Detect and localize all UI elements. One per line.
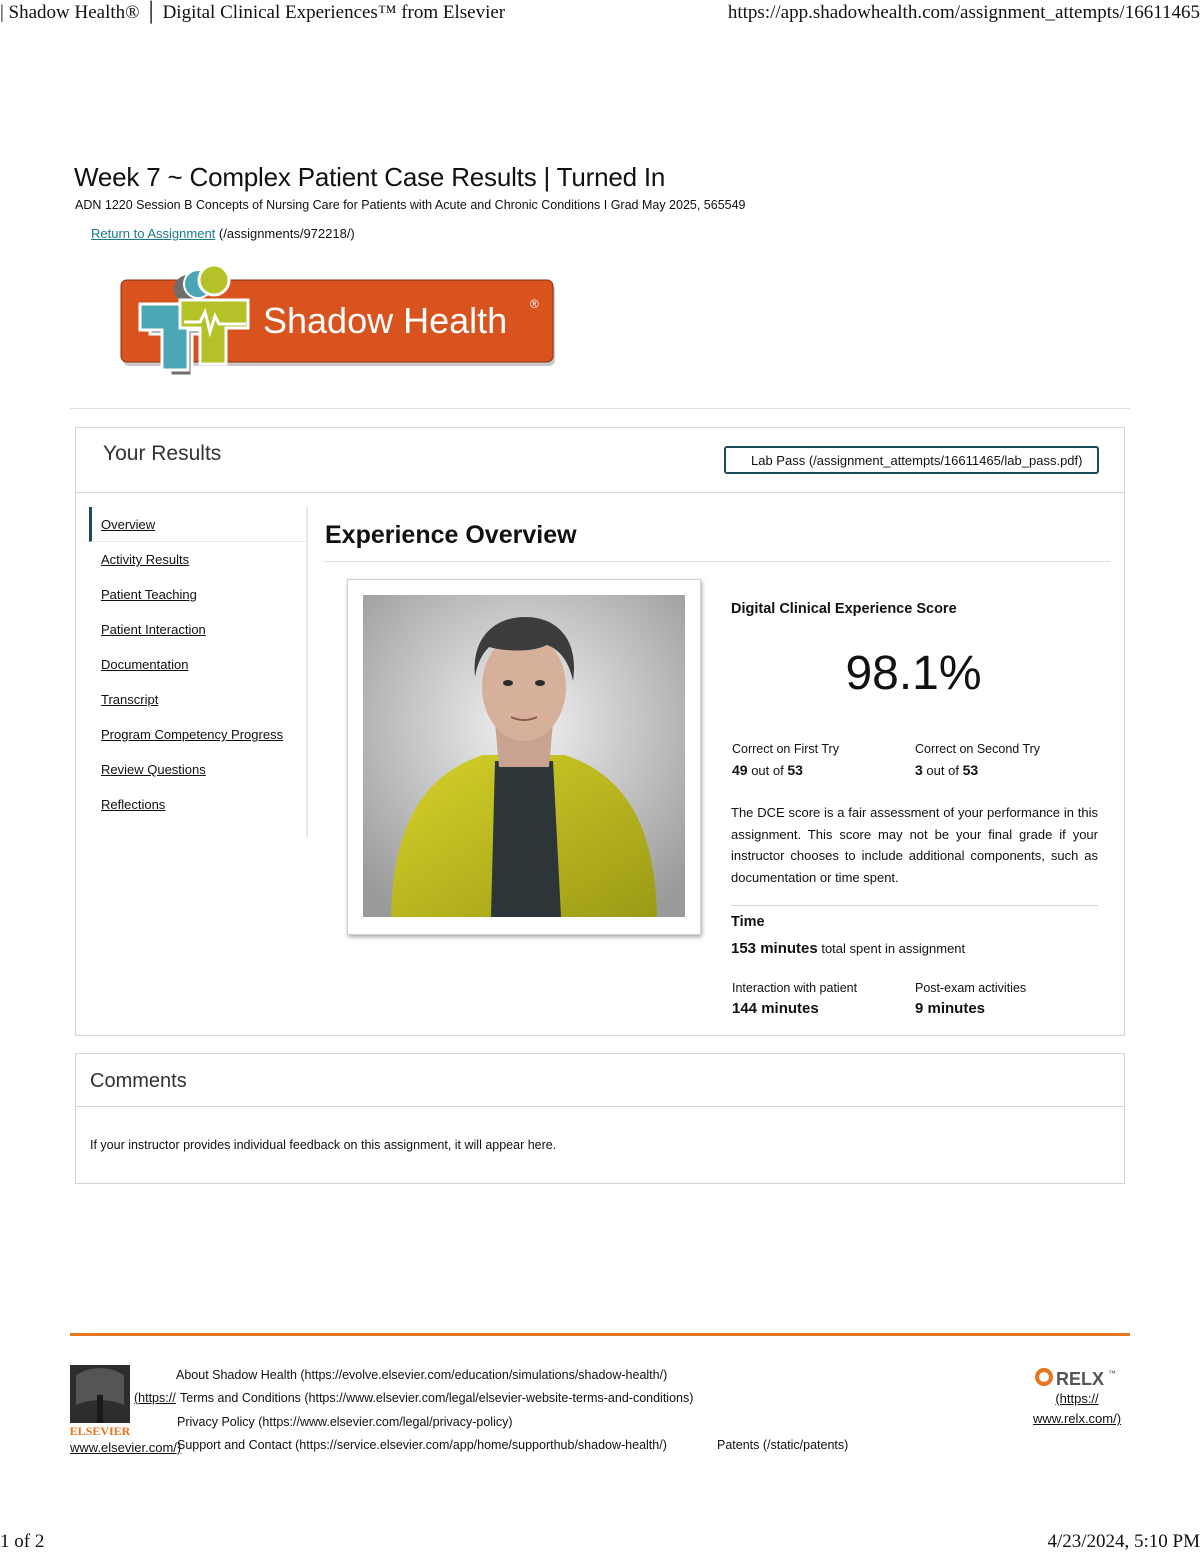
first-try-out-of: out of [751, 763, 784, 778]
nav-item-patient-interaction[interactable]: Patient Interaction [101, 622, 206, 637]
patient-portrait [347, 579, 701, 935]
time-total-value: 153 minutes [731, 940, 818, 957]
second-try-total: 53 [962, 762, 979, 778]
comments-text: If your instructor provides individual feedback on this assignment, it will appear here. [90, 1138, 557, 1152]
nav-item-review-questions[interactable]: Review Questions [101, 762, 206, 777]
post-exam-time-value: 9 minutes [915, 1000, 986, 1017]
first-try-count [732, 763, 803, 778]
comments-header [76, 1054, 1124, 1107]
footer-link-about[interactable]: About Shadow Health (https://evolve.elsevier.com/education/simulations/shadow-health/) [176, 1368, 668, 1382]
print-page-number: 1 of 2 [0, 1531, 45, 1552]
interaction-time-value: 144 minutes [732, 1000, 819, 1017]
relx-logo-text: RELX [1056, 1369, 1105, 1389]
results-side-nav [89, 507, 308, 837]
header-divider [70, 408, 1130, 409]
nav-item-activity-results[interactable]: Activity Results [101, 552, 190, 567]
dce-score-value: 98.1% [845, 647, 982, 700]
print-timestamp: 4/23/2024, 5:10 PM [1047, 1531, 1200, 1552]
nav-item-transcript[interactable]: Transcript [101, 692, 159, 707]
page-title: Week 7 ~ Complex Patient Case Results | Turned In [74, 162, 666, 192]
nav-item-program-competency-progress[interactable]: Program Competency Progress [101, 727, 284, 742]
footer-link-privacy[interactable]: Privacy Policy (https://www.elsevier.com/legal/privacy-policy) [177, 1415, 513, 1429]
second-try-correct: 3 [915, 762, 923, 778]
results-header [76, 428, 1124, 493]
footer-link-patents[interactable]: Patents (/static/patents) [717, 1438, 849, 1452]
course-subtitle: ADN 1220 Session B Concepts of Nursing Care for Patients with Acute and Chronic Conditions I Grad May 2025, 565549 [75, 198, 746, 212]
comments-title: Comments [90, 1070, 187, 1092]
time-divider [731, 905, 1098, 906]
experience-overview-heading: Experience Overview [325, 521, 577, 549]
relx-link-line2: www.relx.com/) [1032, 1411, 1122, 1426]
interaction-time [732, 981, 857, 1017]
elsevier-home-link[interactable]: www.elsevier.com/) [70, 1440, 182, 1455]
footer-link-support[interactable]: Support and Contact (https://service.elsevier.com/app/home/supporthub/shadow-health/) [177, 1438, 667, 1452]
overview-divider [323, 561, 1110, 562]
return-to-assignment [91, 226, 355, 241]
comments-panel [75, 1053, 1125, 1184]
second-try-label: Correct on Second Try [915, 742, 1041, 756]
lab-pass-button[interactable]: Lab Pass (/assignment_attempts/16611465/lab_pass.pdf) [724, 446, 1099, 474]
footer-https-fragment[interactable]: (https:// [134, 1391, 176, 1405]
relx-logo[interactable] [1034, 1367, 1120, 1389]
shadow-health-logo [118, 262, 560, 382]
post-exam-time-label: Post-exam activities [915, 981, 1027, 995]
post-exam-time [915, 981, 1026, 1017]
results-panel [75, 427, 1125, 1036]
patient-avatar-image [363, 595, 685, 917]
return-to-assignment-path: (/assignments/972218/) [215, 226, 355, 241]
footer-link-terms[interactable]: Terms and Conditions (https://www.elsevier.com/legal/elsevier-website-terms-and-conditions) [180, 1391, 694, 1405]
nav-item-reflections[interactable]: Reflections [101, 797, 166, 812]
interaction-time-label: Interaction with patient [732, 981, 858, 995]
first-try-correct: 49 [732, 762, 748, 778]
print-header [0, 2, 1200, 26]
elsevier-logo-text: ELSEVIER [70, 1424, 130, 1437]
return-to-assignment-link[interactable]: Return to Assignment [91, 226, 216, 241]
nav-item-patient-teaching[interactable]: Patient Teaching [101, 587, 197, 602]
relx-tm-mark: ™ [1108, 1369, 1116, 1378]
first-try-total: 53 [787, 762, 803, 778]
first-try-label: Correct on First Try [732, 742, 839, 756]
results-title: Your Results [103, 442, 222, 465]
dce-score-note: The DCE score is a fair assessment of your performance in this assignment. This score may not be your final grade if your instructor chooses to include additional components, such as documentation or time spent. [731, 805, 1098, 885]
relx-link[interactable] [1026, 1389, 1128, 1429]
print-header-title: | Shadow Health® │ Digital Clinical Experiences™ from Elsevier [0, 2, 506, 23]
first-try-stat [732, 742, 839, 778]
nav-item-documentation[interactable]: Documentation [101, 657, 189, 672]
logo-brand-text: Shadow Health [263, 300, 508, 341]
second-try-stat [915, 742, 1040, 778]
elsevier-logo[interactable] [70, 1365, 130, 1437]
logo-registered-mark: ® [530, 297, 539, 311]
print-header-url: https://app.shadowhealth.com/assignment_attempts/16611465 [727, 2, 1200, 23]
footer-divider [70, 1333, 1130, 1336]
second-try-out-of: out of [926, 763, 959, 778]
second-try-count [915, 763, 978, 778]
time-total [731, 940, 965, 957]
nav-item-overview[interactable]: Overview [89, 507, 306, 542]
time-total-suffix: total spent in assignment [821, 941, 966, 956]
relx-link-line1: (https:// [1055, 1391, 1099, 1406]
time-label: Time [731, 914, 765, 930]
dce-score-label: Digital Clinical Experience Score [731, 601, 957, 617]
